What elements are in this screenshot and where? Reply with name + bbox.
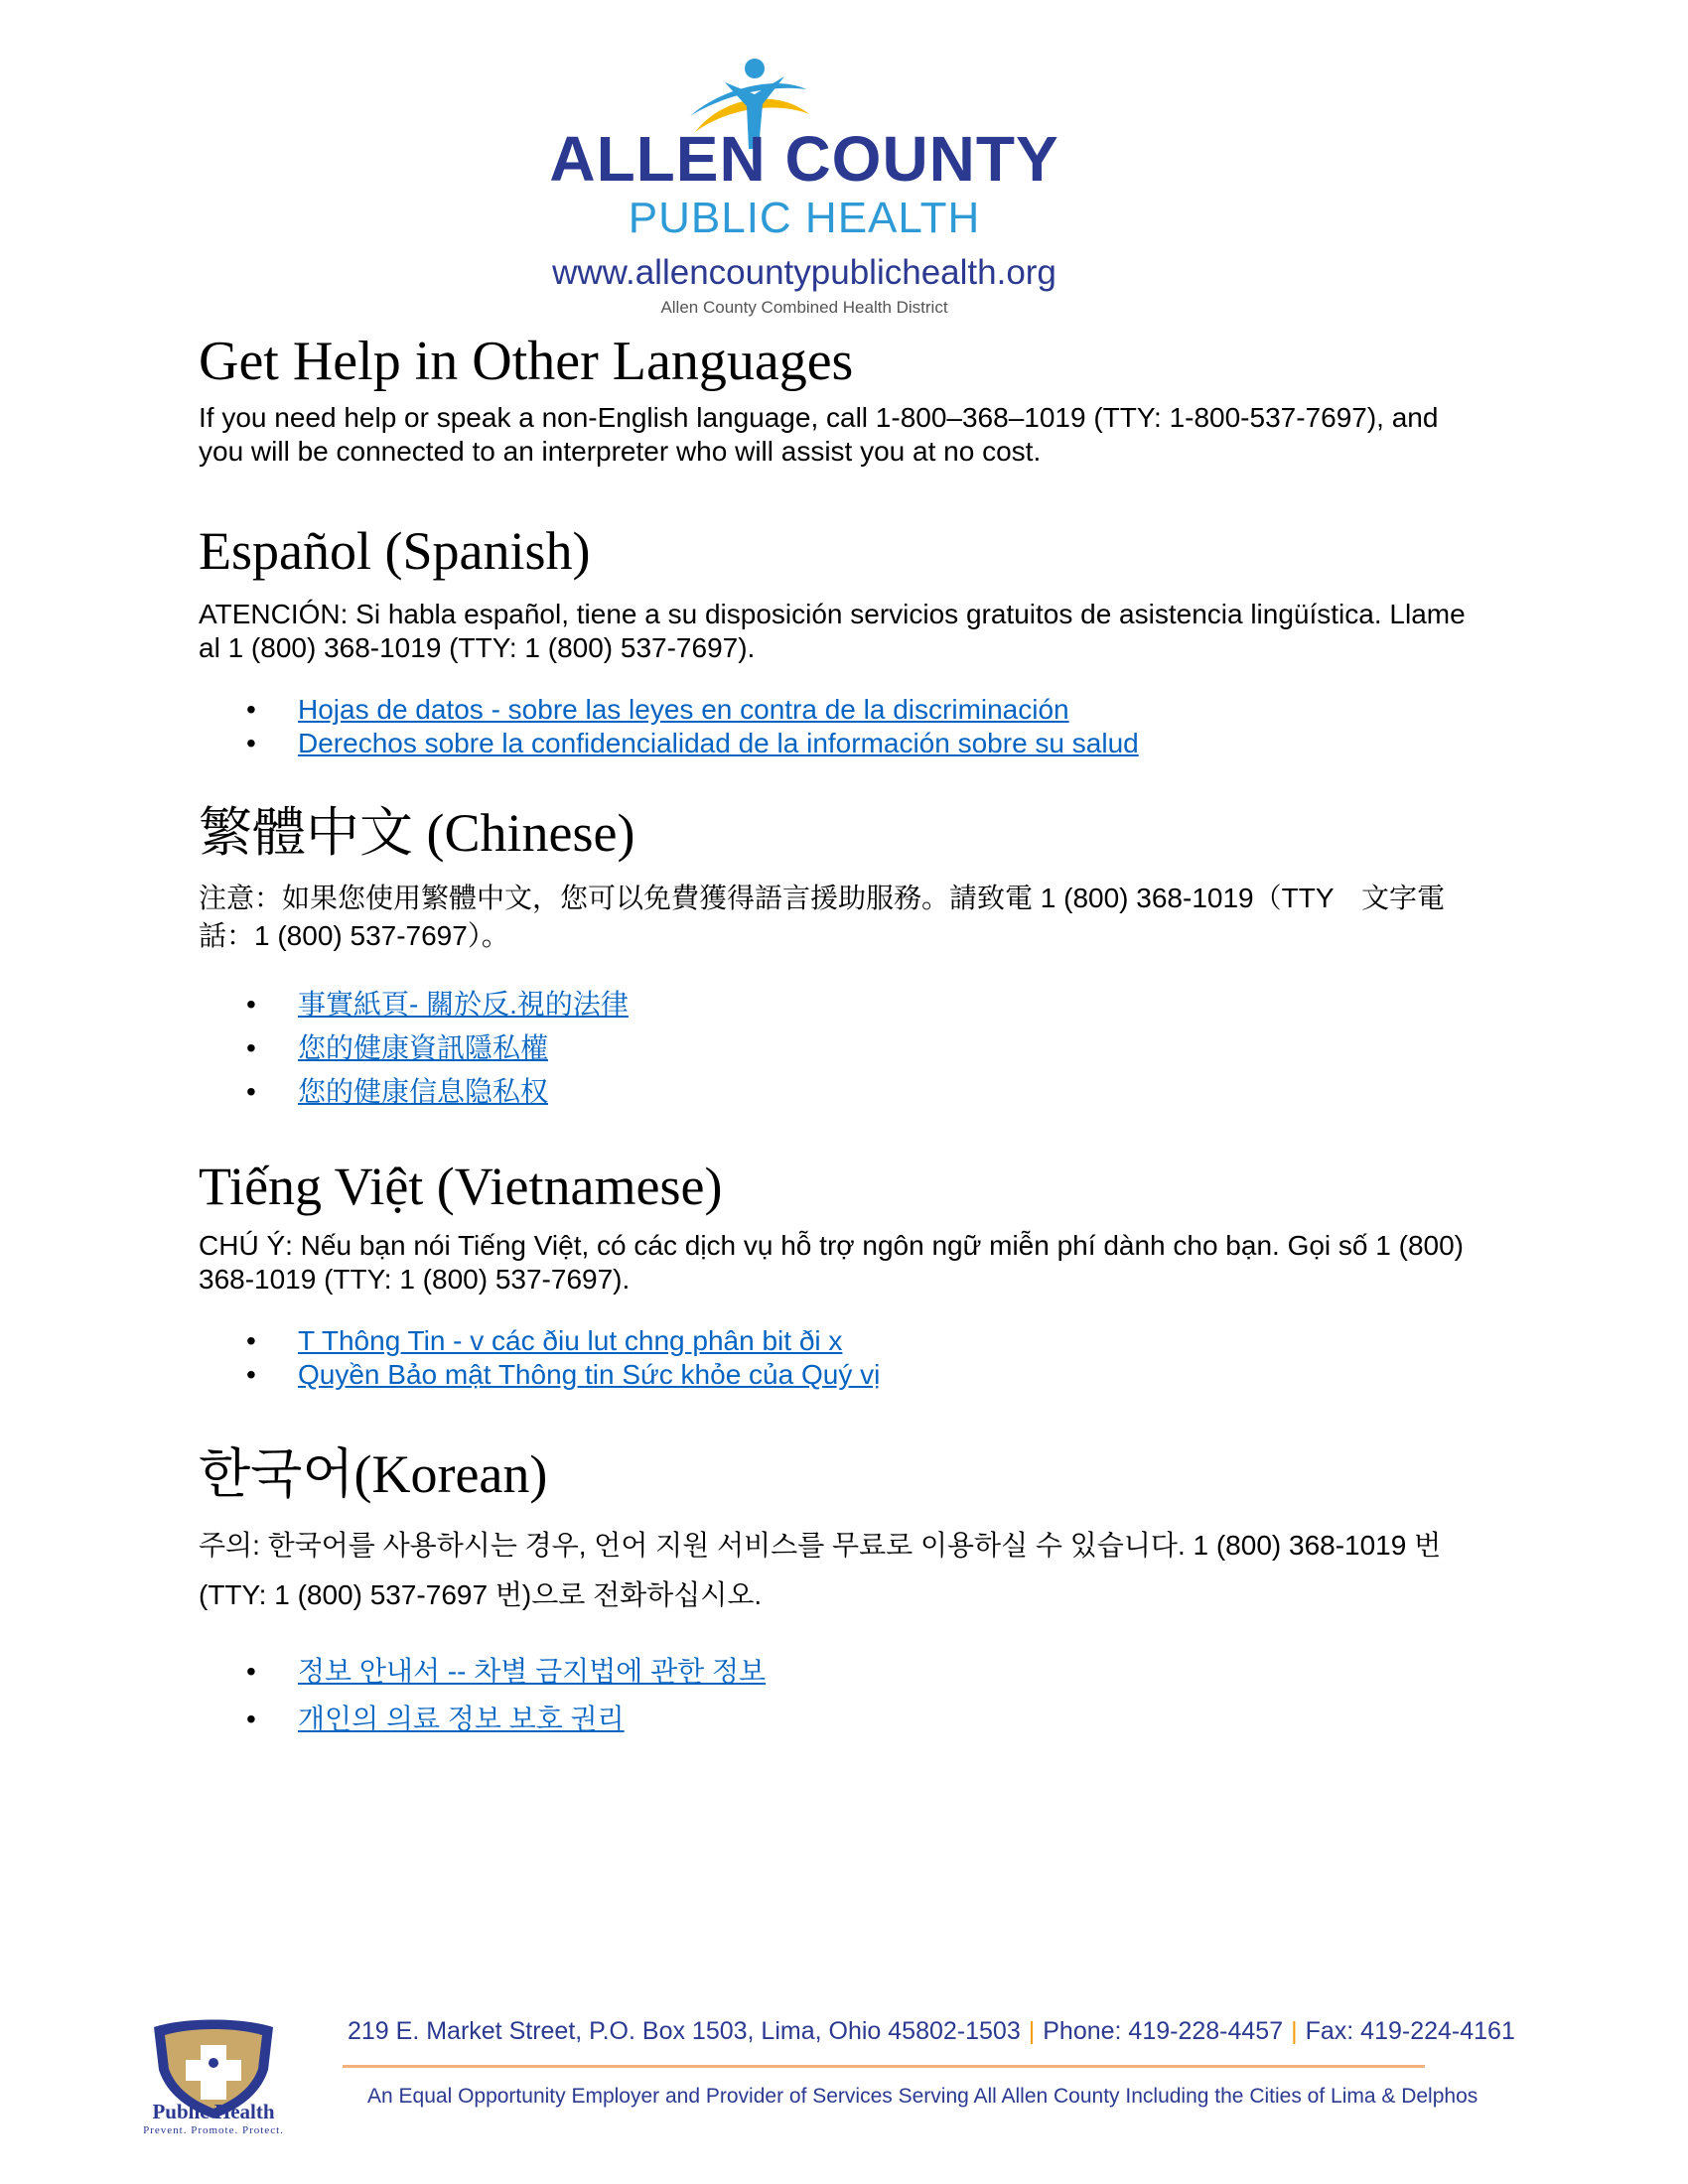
- list-item: [298, 1696, 1489, 1743]
- footer-fax: Fax: 419-224-4161: [1305, 2017, 1515, 2045]
- footer-eeo-statement: An Equal Opportunity Employer and Provider of Services Serving All Allen County Including the Cities of Lima & Delphos: [367, 2085, 1478, 2108]
- chinese-link-list: [199, 983, 1489, 1114]
- intro-text: If you need help or speak a non-English language, call 1-800–368–1019 (TTY: 1-800-537-7697), and you will be connected to an interpreter who will assist you at no cost.: [199, 402, 1439, 467]
- list-item: [298, 693, 1489, 727]
- spanish-link-nondiscrimination[interactable]: Hojas de datos - sobre las leyes en contra de la discriminación: [298, 694, 1069, 725]
- separator: |: [1028, 2017, 1036, 2045]
- footer-logo-name: Public Health: [152, 2100, 275, 2123]
- chinese-heading: 繁體中文 (Chinese): [199, 803, 635, 863]
- list-item: [298, 1026, 1489, 1070]
- spanish-link-list: [199, 693, 1489, 760]
- org-name: ALLEN COUNTY: [549, 123, 1059, 195]
- footer-logo-tagline: Prevent. Promote. Protect.: [143, 2124, 284, 2136]
- org-subtitle: PUBLIC HEALTH: [628, 194, 981, 242]
- list-item: [298, 1358, 1489, 1392]
- vietnamese-link-fact-sheet[interactable]: T Thông Tin - v các ðiu lut chng phân bit ði x: [298, 1325, 843, 1356]
- spanish-text: ATENCIÓN: Si habla español, tiene a su disposición servicios gratuitos de asistencia lingüística. Llame al 1 (800) 368-1019 (TTY: 1 (800) 537-7697).: [199, 599, 1466, 663]
- chinese-section: [199, 800, 1489, 1114]
- intro-section: [199, 328, 1489, 469]
- chinese-text: 注意：如果您使用繁體中文，您可以免費獲得語言援助服務。請致電 1 (800) 368-1019（TTY 文字電話：1 (800) 537-7697）。: [199, 883, 1445, 951]
- vietnamese-link-privacy[interactable]: Quyền Bảo mật Thông tin Sức khỏe của Quý vị: [298, 1359, 881, 1390]
- page-title: Get Help in Other Languages: [199, 331, 854, 392]
- korean-link-list: [199, 1648, 1489, 1743]
- korean-text: 주의: 한국어를 사용하시는 경우, 언어 지원 서비스를 무료로 이용하실 수 있습니다. 1 (800) 368-1019 번 (TTY: 1 (800) 537-7697 번)으로 전화하십시오.: [199, 1530, 1442, 1610]
- chinese-link-privacy-traditional[interactable]: 您的健康資訊隱私權: [298, 1032, 549, 1063]
- separator: |: [1291, 2017, 1298, 2045]
- korean-section: [199, 1441, 1489, 1743]
- list-item: [298, 1070, 1489, 1114]
- list-item: [298, 1648, 1489, 1696]
- chinese-link-fact-sheet[interactable]: 事實紙頁- 關於反.視的法律: [298, 989, 629, 1020]
- footer-address: 219 E. Market Street, P.O. Box 1503, Lima, Ohio 45802-1503: [348, 2017, 1021, 2045]
- spanish-heading: Español (Spanish): [199, 521, 591, 581]
- spanish-section: [199, 518, 1489, 760]
- main-content: [199, 328, 1489, 1743]
- chinese-link-privacy-simplified[interactable]: 您的健康信息隐私权: [298, 1076, 549, 1107]
- vietnamese-link-list: [199, 1324, 1489, 1392]
- vietnamese-text: CHÚ Ý: Nếu bạn nói Tiếng Việt, có các dịch vụ hỗ trợ ngôn ngữ miễn phí dành cho bạn. Gọi số 1 (800) 368-1019 (TTY: 1 (800) 537-7697).: [199, 1230, 1464, 1295]
- vietnamese-heading: Tiếng Việt (Vietnamese): [199, 1157, 723, 1216]
- list-item: [298, 983, 1489, 1026]
- footer-phone: Phone: 419-228-4457: [1043, 2017, 1284, 2045]
- korean-link-fact-sheet[interactable]: 정보 안내서 -- 차별 금지법에 관한 정보: [298, 1656, 767, 1687]
- footer-divider: [343, 2065, 1425, 2068]
- list-item: [298, 1324, 1489, 1358]
- korean-link-privacy[interactable]: 개인의 의료 정보 보호 권리: [298, 1704, 625, 1734]
- footer-contact-line: [348, 2017, 1515, 2046]
- list-item: [298, 727, 1489, 760]
- korean-heading: 한국어(Korean): [199, 1444, 548, 1504]
- website-url: www.allencountypublichealth.org: [552, 253, 1056, 292]
- vietnamese-section: [199, 1154, 1489, 1392]
- district-name: Allen County Combined Health District: [660, 298, 948, 317]
- spanish-link-privacy[interactable]: Derechos sobre la confidencialidad de la información sobre su salud: [298, 728, 1139, 758]
